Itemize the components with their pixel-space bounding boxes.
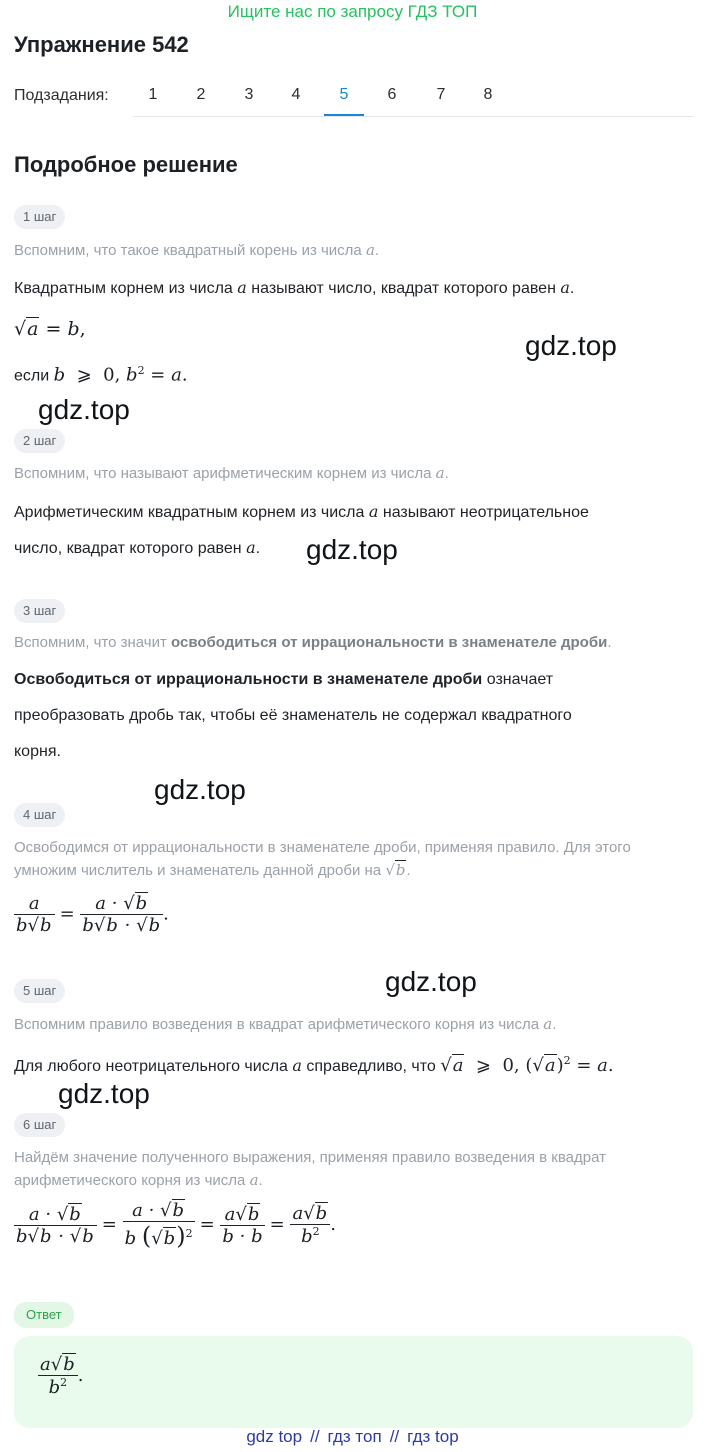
step-4-formula: $\frac{a}{b√b}$ = $\frac{a \cdot √b}{b√b \cdot √b}$ . — [16, 893, 169, 936]
subtask-tab-2[interactable]: 2 — [196, 86, 206, 103]
footer-link-3[interactable]: гдз top — [407, 1427, 459, 1446]
subtask-tab-3[interactable]: 3 — [244, 86, 254, 103]
step-5-hint: Вспомним правило возведения в квадрат арифметического корня из числа a. — [14, 1015, 557, 1033]
subtask-tab-8[interactable]: 8 — [483, 86, 493, 103]
step-3-body-line1: Освободиться от иррациональности в знаменателе дроби означает — [14, 671, 554, 688]
step-2-body-line1: Арифметическим квадратным корнем из числа a называют неотрицательное — [14, 502, 589, 521]
subtask-tab-5-active[interactable]: 5 — [324, 86, 364, 116]
subtask-tab-6[interactable]: 6 — [387, 86, 397, 103]
step-2-body-line2: число, квадрат которого равен a. — [14, 538, 261, 557]
step-6-hint-line2: арифметического корня из числа a. — [14, 1171, 263, 1189]
step-1-formula: √a = b, — [14, 318, 86, 340]
watermark: gdz.top — [385, 966, 477, 997]
step-badge-4: 4 шаг — [14, 803, 65, 827]
footer-link-1[interactable]: gdz top — [246, 1427, 303, 1446]
step-5-body: Для любого неотрицательного числа a справедливо, что √a ⩾ 0, $(√a)^2 = a$. — [14, 1054, 614, 1076]
subtask-tab-1[interactable]: 1 — [148, 86, 158, 103]
watermark: gdz.top — [154, 774, 246, 805]
step-4-hint-line1: Освободимся от иррациональности в знаменателе дроби, применяя правило. Для этого — [14, 839, 631, 856]
watermark: gdz.top — [58, 1078, 150, 1109]
footer-separator: // — [389, 1427, 400, 1446]
watermark: gdz.top — [306, 534, 398, 565]
answer-formula: $\frac{a√b}{b^2}$ . — [40, 1354, 84, 1398]
step-3-hint: Вспомним, что значит освободиться от иррациональности в знаменателе дроби. — [14, 634, 612, 651]
step-1-condition: если b ⩾ 0, $b^2 = a$. — [14, 364, 188, 386]
step-3-body-line3: корня. — [14, 743, 61, 760]
subtask-tab-4[interactable]: 4 — [291, 86, 301, 103]
step-2-hint: Вспомним, что называют арифметическим корнем из числа a. — [14, 464, 449, 482]
subtask-tab-7[interactable]: 7 — [436, 86, 446, 103]
solution-heading: Подробное решение — [14, 152, 238, 177]
footer-separator: // — [310, 1427, 320, 1446]
step-1-body: Квадратным корнем из числа a называют число, квадрат которого равен a. — [14, 278, 575, 297]
step-badge-2: 2 шаг — [14, 429, 65, 453]
answer-box — [14, 1336, 693, 1428]
step-badge-5: 5 шаг — [14, 979, 65, 1003]
step-badge-1: 1 шаг — [14, 205, 65, 229]
watermark: gdz.top — [38, 394, 130, 425]
step-badge-3: 3 шаг — [14, 599, 65, 623]
step-badge-6: 6 шаг — [14, 1113, 65, 1137]
step-3-body-line2: преобразовать дробь так, чтобы её знаменатель не содержал квадратного — [14, 707, 572, 724]
answer-badge: Ответ — [14, 1302, 74, 1328]
footer-links — [0, 1427, 705, 1447]
step-6-formula: $\frac{a \cdot √b}{b√b \cdot √b}$ = $\frac{a \cdot √b}{b (√b)^2}$ = $\frac{a√b}{b \cdot b}$ = $\frac{a√b}{b^2}$ . — [16, 1200, 336, 1250]
watermark: gdz.top — [525, 330, 617, 361]
subtask-tabs — [132, 80, 694, 117]
subtasks-label: Подзадания: — [14, 87, 109, 104]
top-banner[interactable]: Ищите нас по запросу ГДЗ ТОП — [227, 2, 478, 21]
step-4-hint-line2: умножим числитель и знаменатель данной дроби на √b. — [14, 861, 411, 879]
step-6-hint-line1: Найдём значение полученного выражения, применяя правило возведения в квадрат — [14, 1149, 606, 1166]
step-1-hint: Вспомним, что такое квадратный корень из числа a. — [14, 241, 380, 259]
footer-link-2[interactable]: гдз топ — [327, 1427, 382, 1446]
page-title: Упражнение 542 — [14, 32, 189, 57]
